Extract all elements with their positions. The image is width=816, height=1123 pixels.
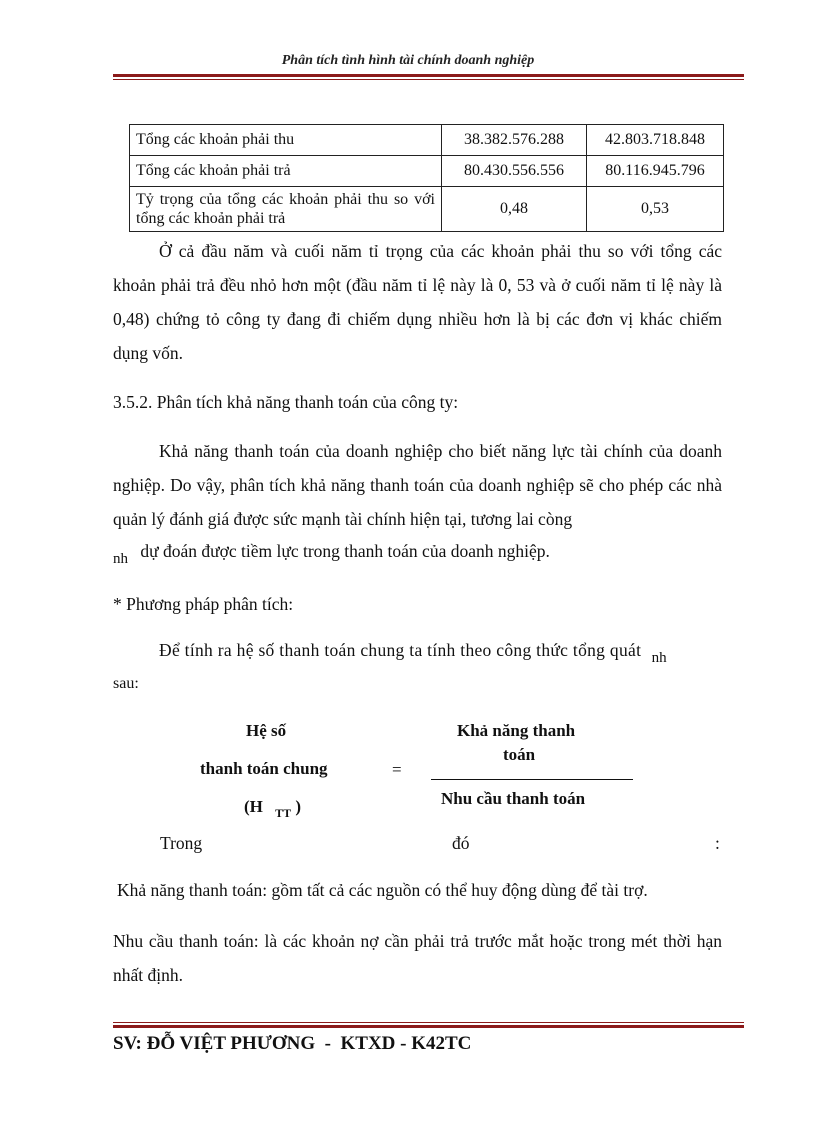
formula-h-close: ): [295, 797, 302, 816]
table-cell-value: 80.430.556.556: [442, 156, 587, 187]
tail-prefix: nh: [113, 551, 128, 567]
formula-left-line1: Hệ số: [246, 721, 287, 740]
colon-mark: :: [715, 833, 720, 853]
formula-intro: [159, 640, 722, 666]
formula-subscript: TT: [275, 806, 292, 820]
formula-numerator-line1: Khả năng thanh: [457, 721, 576, 740]
table-cell-value: 0,48: [442, 187, 587, 232]
section-heading: 3.5.2. Phân tích khả năng thanh toán của công ty:: [113, 392, 459, 412]
formula-equals: =: [392, 760, 402, 779]
formula-h-open: (H: [244, 797, 263, 816]
tail-text: dự đoán được tiềm lực trong thanh toán của doanh nghiệp.: [140, 541, 550, 561]
method-heading: * Phương pháp phân tích:: [113, 594, 294, 614]
paragraph-solvency-intro: Khả năng thanh toán của doanh nghiệp cho biết năng lực tài chính của doanh nghiệp. Do vậy, phân tích khả năng thanh toán của doanh nghiệp sẽ cho phép các nhà quản lý đánh giá được sức mạnh tài chính hiện tại, tương lai còng: [113, 441, 722, 529]
footer-rule-thin: [113, 1022, 744, 1023]
paragraph-ratio-comment: Ở cả đầu năm và cuối năm tỉ trọng của các khoản phải thu so với tổng các khoản phải trả đều nhỏ hơn một (đầu năm tỉ lệ này là 0, 53 và ở cuối năm tỉ lệ này là 0,48) chứng tỏ công ty đang đi chiếm dụng nhiều hơn là bị các đơn vị khác chiếm dụng vốn.: [113, 241, 722, 363]
table-cell-label: Tổng các khoản phải thu: [130, 125, 442, 156]
paragraph-solvency-tail: [113, 541, 550, 567]
do-word: đó: [452, 833, 470, 853]
formula-left-line3: [244, 797, 302, 820]
table-cell-value: 0,53: [587, 187, 724, 232]
footer-rule-thick: [113, 1025, 744, 1028]
formula-intro-cont: sau:: [113, 675, 139, 692]
footer-student-info: SV: ĐỖ VIỆT PHƯƠNG - KTXD - K42TC: [113, 1033, 472, 1054]
table-cell-label: Tỷ trọng của tổng các khoản phải thu so với tổng các khoản phải trả: [130, 187, 442, 232]
table-row: [130, 156, 724, 187]
paragraph-need-definition: Nhu cầu thanh toán: là các khoản nợ cần phải trả trước mắt hoặc trong mét thời hạn nhất định.: [113, 931, 722, 985]
formula-numerator-line2: toán: [503, 745, 536, 764]
trong-word: Trong: [160, 833, 203, 853]
formula-denominator: Nhu cầu thanh toán: [441, 789, 586, 808]
table-cell-value: 42.803.718.848: [587, 125, 724, 156]
table-row: [130, 125, 724, 156]
header-rule-thick: [113, 74, 744, 77]
table-cell-label: Tổng các khoản phải trả: [130, 156, 442, 187]
receivables-payables-table: [129, 124, 724, 232]
formula-intro-suffix: nh: [651, 650, 667, 666]
table-row: [130, 187, 724, 232]
table-cell-value: 80.116.945.796: [587, 156, 724, 187]
formula-intro-text: Để tính ra hệ số thanh toán chung ta tính theo công thức tổng quát: [159, 640, 642, 660]
header-rule-thin: [113, 79, 744, 80]
formula-left-line2: thanh toán chung: [200, 759, 328, 778]
page-header-title: Phân tích tình hình tài chính doanh nghiệp: [281, 53, 535, 68]
formula-fraction-line: [431, 779, 633, 780]
table-cell-value: 38.382.576.288: [442, 125, 587, 156]
paragraph-ability-definition: Khả năng thanh toán: gồm tất cả các nguồn có thể huy động dùng để tài trợ.: [117, 880, 648, 900]
